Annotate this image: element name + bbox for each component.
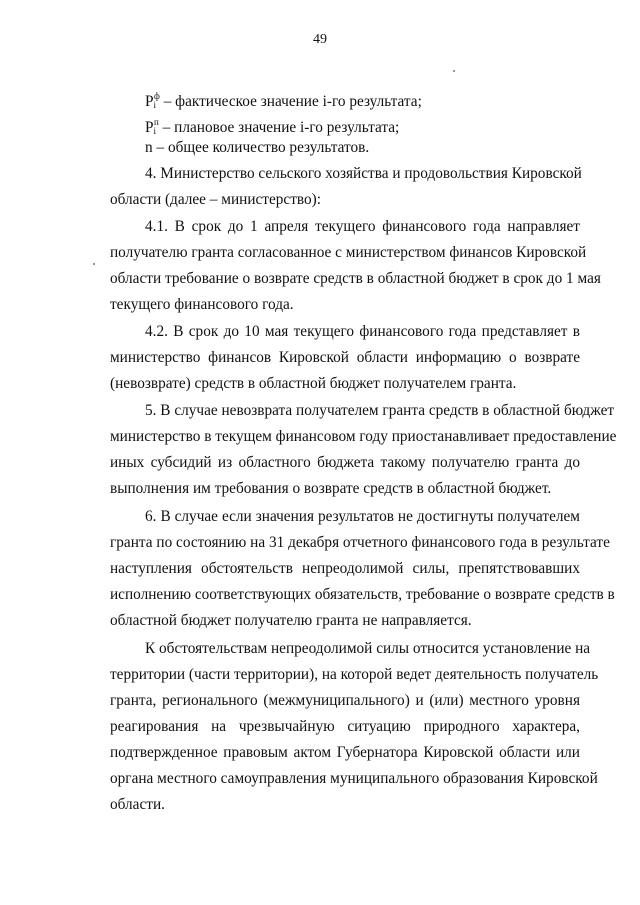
text-line: гранта, регионального (межмуниципального) и (или) местного уровня [110, 692, 580, 709]
text-line: 5. В случае невозврата получателем гранта средств в областной бюджет [145, 402, 615, 419]
scan-speck [453, 70, 455, 72]
text-line: территории (части территории), на которой ведет деятельность получатель [110, 666, 599, 683]
text-line: области требование о возврате средств в областной бюджет в срок до 1 мая [110, 270, 601, 287]
text-line: выполнения им требования о возврате средств в областной бюджет. [110, 480, 552, 497]
definition-actual: $P_i^ф$ – фактическое значение i-го результата; [145, 91, 422, 110]
text-line: органа местного самоуправления муниципального образования Кировской [110, 770, 598, 787]
text-line: реагирования на чрезвычайную ситуацию природного характера, [110, 718, 580, 735]
text-line: получателю гранта согласованное с министерством финансов Кировской [110, 244, 587, 261]
text-line: гранта по состоянию на 31 декабря отчетного финансового года в результате [110, 534, 610, 551]
text-line: 6. В случае если значения результатов не достигнуты получателем [145, 508, 580, 525]
page-number: 49 [313, 32, 327, 47]
text-line: 4.2. В срок до 10 мая текущего финансового года представляет в [145, 323, 580, 340]
definition-planned: $P_i^п$ – плановое значение i-го результата; [145, 117, 400, 136]
text-line: иных субсидий из областного бюджета такому получателю гранта до [110, 454, 580, 471]
text-line: (невозврате) средств в областной бюджет получателем гранта. [110, 375, 517, 392]
text-line: 4. Министерство сельского хозяйства и продовольствия Кировской [145, 165, 582, 182]
definition-count: n – общее количество результатов. [145, 139, 370, 156]
text-line: министерство в текущем финансовом году приостанавливает предоставление [110, 428, 617, 445]
text-line: области. [110, 796, 165, 813]
text-line: исполнению соответствующих обязательств, требование о возврате средств в [110, 586, 615, 603]
text-line: областной бюджет получателю гранта не направляется. [110, 612, 472, 629]
text-line: 4.1. В срок до 1 апреля текущего финансового года направляет [145, 218, 580, 235]
text-line: подтвержденное правовым актом Губернатора Кировской области или [110, 744, 580, 761]
text-line: К обстоятельствам непреодолимой силы относится установление на [145, 640, 591, 657]
text-line: министерство финансов Кировской области информацию о возврате [110, 349, 580, 366]
scan-speck [93, 263, 95, 265]
text-line: текущего финансового года. [110, 296, 294, 313]
text-line: наступления обстоятельств непреодолимой силы, препятствовавших [110, 560, 580, 577]
text-line: области (далее – министерство): [110, 191, 322, 208]
